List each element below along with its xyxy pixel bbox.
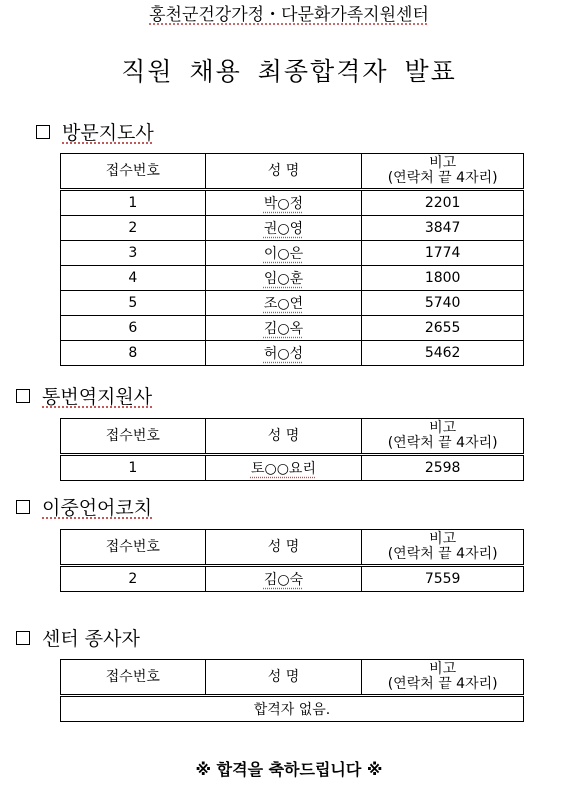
organization-name: 홍천군건강가정・다문화가족지원센터 (149, 5, 429, 25)
table-row-empty: 합격자 없음. (61, 696, 524, 722)
checkbox-square-icon (16, 500, 30, 514)
table-bilingual-coach (60, 529, 524, 592)
column-header-name: 성 명 (205, 530, 362, 566)
column-header-no: 접수번호 (61, 660, 206, 696)
table-row: 6 김○옥 2655 (61, 316, 524, 341)
table-row: 2 권○영 3847 (61, 216, 524, 241)
checkbox-square-icon (36, 125, 50, 139)
table-row: 4 임○훈 1800 (61, 266, 524, 291)
checkbox-square-icon (16, 631, 30, 645)
table-row: 5 조○연 5740 (61, 291, 524, 316)
table-row: 1 토○○요리 2598 (61, 455, 524, 481)
checkbox-square-icon (16, 389, 30, 403)
column-header-name: 성 명 (205, 419, 362, 455)
table-visiting-instructor (60, 153, 524, 366)
table-row: 1 박○정 2201 (61, 190, 524, 216)
section-heading-visiting-instructor: 방문지도사 (36, 118, 154, 145)
congratulations-footer: ※ 합격을 축하드립니다 ※ (195, 760, 383, 779)
table-center-staff (60, 659, 524, 722)
column-header-no: 접수번호 (61, 154, 206, 190)
column-header-note: 비고 (연락처 끝 4자리) (362, 530, 524, 566)
table-interpreter (60, 418, 524, 481)
table-row: 8 허○성 5462 (61, 341, 524, 366)
page-title: 직원 채용 최종합격자 발표 (121, 57, 457, 86)
column-header-note: 비고 (연락처 끝 4자리) (362, 419, 524, 455)
column-header-name: 성 명 (205, 660, 362, 696)
column-header-note: 비고 (연락처 끝 4자리) (362, 154, 524, 190)
column-header-no: 접수번호 (61, 530, 206, 566)
column-header-no: 접수번호 (61, 419, 206, 455)
section-heading-interpreter: 통번역지원사 (16, 382, 152, 409)
section-heading-bilingual-coach: 이중언어코치 (16, 493, 152, 520)
column-header-name: 성 명 (205, 154, 362, 190)
table-row: 2 김○숙 7559 (61, 566, 524, 592)
section-heading-center-staff: 센터 종사자 (16, 624, 140, 651)
column-header-note: 비고 (연락처 끝 4자리) (362, 660, 524, 696)
table-row: 3 이○은 1774 (61, 241, 524, 266)
